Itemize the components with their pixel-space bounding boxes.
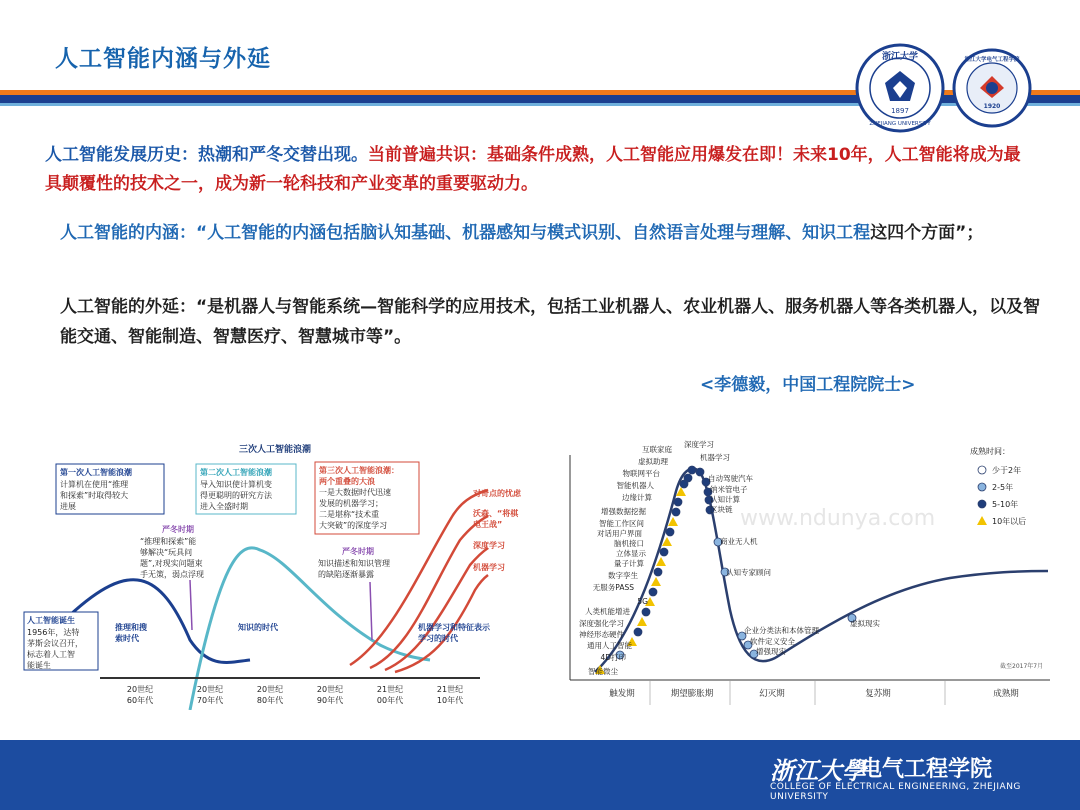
svg-text:和探索”时取得较大: 和探索”时取得较大 [60, 491, 129, 500]
hype-point [688, 466, 696, 474]
hype-left-label: 智能工作区间 [599, 519, 644, 528]
winter2-title: 严冬时期 [342, 547, 374, 556]
deep-learning-label: 深度学习 [473, 541, 505, 550]
zju-seal-en: ZHEJIANG UNIVERSITY [869, 121, 931, 127]
wave1-title: 第一次人工智能浪潮 [60, 468, 132, 477]
svg-text:两个重叠的大浪: 两个重叠的大浪 [319, 477, 375, 486]
svg-text:大突破”的深度学习: 大突破”的深度学习 [319, 521, 388, 530]
time-ticks [127, 684, 463, 705]
svg-text:的缺陷逐渐暴露: 的缺陷逐渐暴露 [318, 570, 374, 579]
hype-left-label: 量子计算 [614, 559, 644, 568]
svg-text:够解决“玩具问: 够解决“玩具问 [140, 548, 193, 557]
phase-label: 成熟期 [993, 689, 1019, 699]
hype-left-label: 增强数据挖掘 [601, 507, 646, 516]
hype-right-label: 商业无人机 [720, 537, 758, 546]
svg-text:1956年，达特: 1956年，达特 [27, 628, 80, 637]
connotation-areas: 脑认知基础、机器感知与模式识别、自然语言处理与理解、知识工程 [360, 223, 871, 243]
ee-college-logo [952, 48, 1032, 128]
connotation-paragraph [60, 218, 1000, 248]
ee-year: 1920 [983, 103, 1001, 110]
hype-left-label: 智能机器人 [616, 481, 654, 490]
tick-label: 20世纪 [126, 685, 154, 694]
svg-text:索时代: 索时代 [115, 634, 139, 643]
hype-left-label: 人类机能增进 [585, 607, 630, 616]
tick-label: 21世纪 [436, 685, 464, 694]
hype-right-label: 机器学习 [700, 453, 730, 462]
tick-label: 90年代 [316, 696, 344, 705]
extension-paragraph: 人工智能的外延：“是机器人与智能系统—智能科学的应用技术，包括工业机器人、农业机器人、服务机器人等各类机器人，以及智能交通、智能制造、智慧医疗、智慧城市等”。 [60, 297, 1041, 347]
svg-text:标志着人工智: 标志着人工智 [27, 650, 75, 659]
hype-point [672, 508, 680, 516]
legend-marker [978, 466, 986, 474]
tick-label: 20世纪 [196, 685, 224, 694]
wave3-title: 第三次人工智能浪潮： [319, 466, 399, 475]
hype-right-label: 增强现实 [756, 647, 786, 656]
winter1-arrow [190, 580, 192, 630]
phase-label: 触发期 [609, 689, 635, 699]
hype-left-label: 无服务PASS [592, 583, 634, 592]
svg-text:茅斯会议召开，: 茅斯会议召开， [27, 639, 83, 648]
era2-label: 知识的时代 [238, 623, 278, 632]
hype-point [654, 568, 662, 576]
hype-point [660, 548, 668, 556]
machine-learning-label: 机器学习 [473, 563, 505, 572]
quote-attribution: <李德毅，中国工程院院士> [700, 375, 916, 395]
hype-left-labels [579, 444, 672, 676]
hype-point [649, 588, 657, 596]
hype-left-label: 深度强化学习 [579, 619, 624, 628]
zju-year: 1897 [891, 107, 909, 115]
zju-logo [855, 43, 945, 133]
tick-label: 21世纪 [376, 685, 404, 694]
zju-seal-text: 浙江大学 [881, 52, 919, 62]
winter1-title: 严冬时期 [162, 525, 194, 534]
svg-text:得更聪明的研究方法: 得更聪明的研究方法 [200, 491, 272, 500]
hype-left-label: 神经形态硬件 [579, 630, 624, 639]
legend-label: 2-5年 [992, 483, 1014, 492]
phase-label: 复苏期 [865, 689, 891, 699]
svg-text:学习的时代: 学习的时代 [418, 634, 458, 643]
svg-text:发展的机器学习；: 发展的机器学习； [319, 499, 383, 508]
tick-label: 60年代 [126, 696, 154, 705]
svg-text:手无策，弱点浮现: 手无策，弱点浮现 [140, 570, 204, 579]
hype-right-label: 自动驾驶汽车 [708, 474, 753, 483]
hype-right-label: 认知专家顾问 [726, 568, 771, 577]
svg-text:二是堪称“技术重: 二是堪称“技术重 [319, 510, 380, 519]
legend-title: 成熟时间： [970, 447, 1010, 456]
hype-point [642, 608, 650, 616]
connotation-lead: 人工智能的内涵：“人工智能的内涵包括 [60, 223, 361, 243]
era3-label: 机器学习和特征表示 [418, 623, 490, 632]
hype-phases [609, 688, 1019, 699]
tick-label: 00年代 [376, 696, 404, 705]
hype-right-label: 纳米管电子 [710, 485, 748, 494]
history-paragraph [45, 141, 1035, 199]
hype-left-label: 边缘计算 [622, 493, 652, 502]
hype-right-label: 软件定义安全 [750, 637, 795, 646]
tick-label: 10年代 [436, 696, 464, 705]
footer-script-logo: 浙江大學 [770, 756, 866, 785]
svg-text:一是大数据时代迅速: 一是大数据时代迅速 [319, 488, 391, 497]
legend-marker [978, 500, 986, 508]
hype-right-label: 认知计算 [710, 495, 740, 504]
page-title: 人工智能内涵与外延 [55, 46, 271, 72]
wave3-curve-b [370, 516, 488, 668]
connotation-tail: 这四个方面”； [870, 223, 984, 243]
waves-figure-title: 三次人工智能浪潮 [238, 445, 312, 455]
hype-left-label: 数字孪生 [608, 571, 638, 580]
hype-point [656, 557, 666, 566]
hype-left-label: 立体显示 [616, 549, 646, 558]
tick-label: 20世纪 [256, 685, 284, 694]
legend-label: 少于2年 [992, 466, 1022, 475]
svg-text:进入全盛时期: 进入全盛时期 [200, 502, 248, 511]
hype-left-label: 4D打印 [600, 653, 626, 662]
legend-marker [978, 483, 986, 491]
hype-left-label: 对话用户界面 [597, 529, 642, 538]
svg-text:进展: 进展 [60, 502, 76, 511]
hype-right-label: 区块链 [710, 505, 733, 514]
legend-marker [977, 516, 987, 525]
hype-point [637, 617, 647, 626]
singularity-label: 对奇点的忧虑 [473, 489, 521, 498]
svg-text:“推理和探索”能: “推理和探索”能 [140, 537, 197, 546]
hype-point [674, 498, 682, 506]
hype-cycle-figure [560, 440, 1060, 710]
winter2-arrow [370, 582, 372, 640]
footer-college-name: 电气工程学院 [860, 757, 993, 782]
hype-point [666, 528, 674, 536]
ai-waves-figure [20, 440, 540, 710]
hype-left-label: 物联网平台 [622, 469, 660, 478]
hype-point [651, 577, 661, 586]
svg-text:电王战”: 电王战” [473, 520, 503, 529]
phase-label: 幻灭期 [759, 689, 785, 699]
svg-text:计算机在使用“推理: 计算机在使用“推理 [60, 480, 129, 489]
hype-point [696, 468, 704, 476]
svg-text:导入知识使计算机变: 导入知识使计算机变 [200, 480, 272, 489]
birth-title: 人工智能诞生 [27, 616, 75, 625]
hype-point [680, 480, 688, 488]
tick-label: 20世纪 [316, 685, 344, 694]
footer-college-en: COLLEGE OF ELECTRICAL ENGINEERING, ZHEJIANG UNIVERSITY [770, 782, 1021, 802]
hype-left-label: 虚拟助理 [638, 457, 668, 466]
legend-label: 5-10年 [992, 500, 1019, 509]
history-lead: 人工智能发展历史：热潮和严冬交替出现。 [45, 145, 368, 165]
hype-left-label: 5G [637, 597, 648, 606]
history-consensus: 当前普遍共识：基础条件成熟，人工智能应用爆发在即！未来10年，人工智能将成为最具颠覆性的技术之一，成为新一轮科技和产业变革的重要驱动力。 [45, 145, 1021, 194]
tick-label: 80年代 [256, 696, 284, 705]
tick-label: 70年代 [196, 696, 224, 705]
wave2-title: 第二次人工智能浪潮 [200, 468, 272, 477]
legend-label: 10年以后 [992, 517, 1027, 526]
hype-left-label: 智能微尘 [588, 667, 618, 676]
hype-note: 截至2017年7月 [1000, 663, 1044, 670]
hype-right-label: 深度学习 [684, 440, 714, 449]
hype-right-label: 虚拟现实 [850, 619, 880, 628]
ee-seal-text: 浙江大学电气工程学院 [964, 57, 1020, 63]
hype-left-label: 互联家庭 [642, 445, 672, 454]
phase-label: 期望膨胀期 [670, 689, 714, 699]
hype-right-labels [684, 440, 880, 656]
hype-legend [977, 465, 1026, 526]
hype-watermark: www.ndunya.com [740, 506, 936, 531]
hype-left-label: 通用人工智能 [587, 641, 632, 650]
era1-label: 推理和搜 [115, 623, 147, 632]
svg-text:知识描述和知识管理: 知识描述和知识管理 [318, 559, 390, 568]
hype-right-label: 企业分类法和本体管理 [744, 626, 819, 635]
watson-label: 沃森、“将棋 [473, 509, 519, 518]
hype-point [634, 628, 642, 636]
svg-text:能诞生: 能诞生 [27, 661, 51, 670]
hype-curve [592, 469, 1048, 672]
svg-text:题”,对现实问题束: 题”,对现实问题束 [140, 559, 203, 568]
hype-left-label: 脑机接口 [614, 539, 644, 548]
